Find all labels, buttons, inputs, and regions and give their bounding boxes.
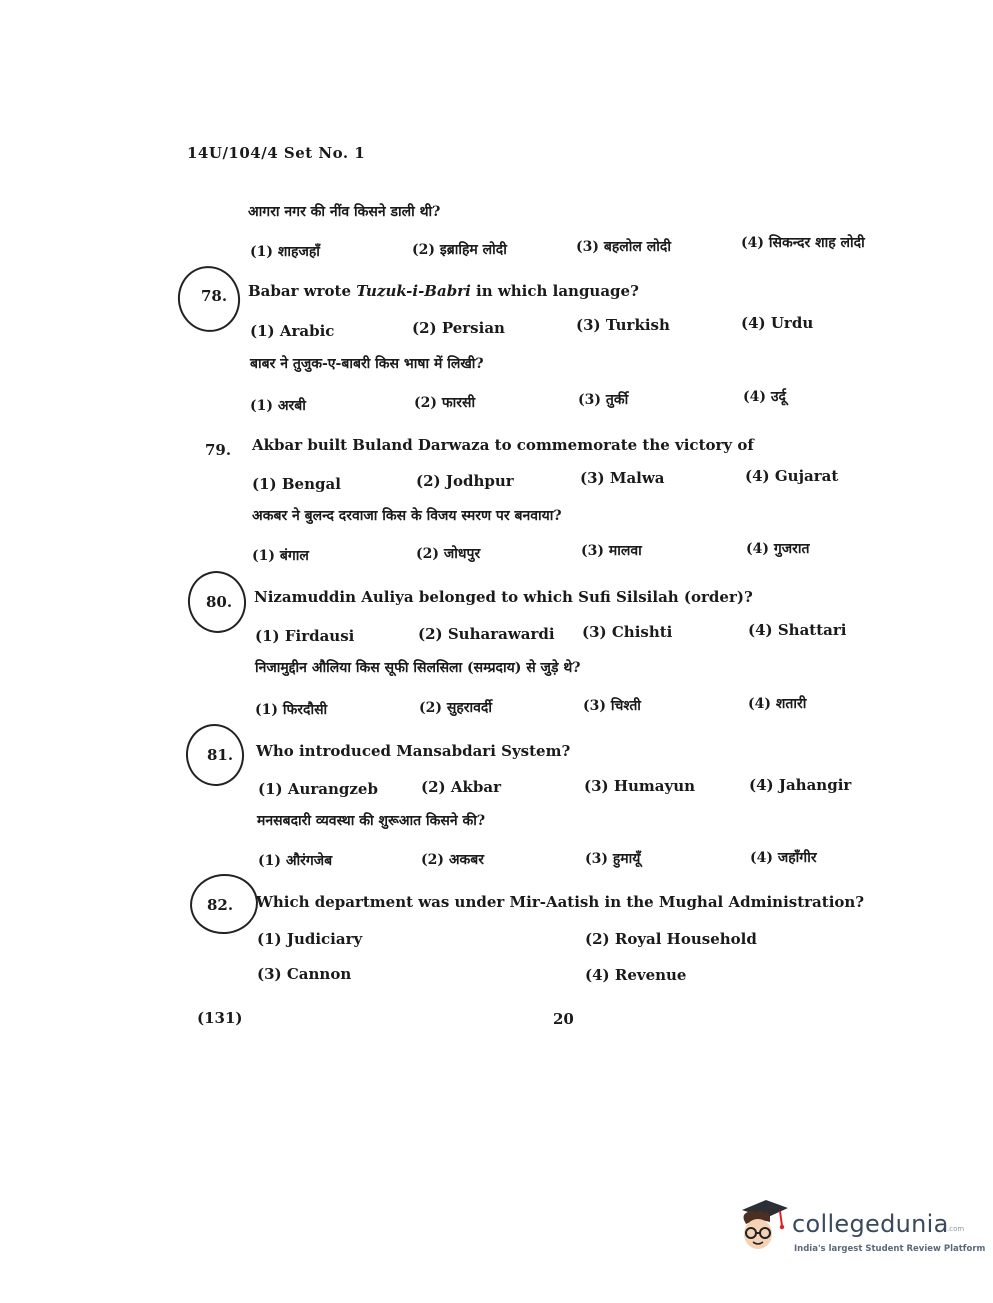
q82-option-3: (3) Cannon xyxy=(257,965,352,983)
set-label: 14U/104/4 Set No. 1 xyxy=(187,144,366,162)
q81-hindi-option-3: (3) हुमायूँ xyxy=(585,851,641,867)
page-number: 20 xyxy=(553,1010,574,1028)
q78-option-4: (4) Urdu xyxy=(741,314,814,332)
watermark-brand: collegedunia xyxy=(792,1210,949,1238)
q82-stem: Which department was under Mir-Aatish in the Mughal Administration? xyxy=(256,893,865,911)
q81-number: 81. xyxy=(207,746,234,764)
q82-option-2: (2) Royal Household xyxy=(585,930,757,948)
q80-hindi-option-4: (4) शतारी xyxy=(748,696,807,712)
q81-hindi-option-1: (1) औरंगजेब xyxy=(258,853,333,869)
q81-stem: Who introduced Mansabdari System? xyxy=(256,742,571,760)
prev-hindi-stem: आगरा नगर की नींव किसने डाली थी? xyxy=(248,204,441,220)
prev-hindi-option-1: (1) शाहजहाँ xyxy=(250,244,320,260)
q80-number: 80. xyxy=(206,593,233,611)
watermark-tagline: India's largest Student Review Platform xyxy=(794,1244,986,1254)
q80-option-2: (2) Suharawardi xyxy=(418,625,555,643)
q80-hindi-option-1: (1) फिरदौसी xyxy=(255,702,328,718)
q79-hindi-option-2: (2) जोधपुर xyxy=(416,546,481,562)
q81-hindi-option-4: (4) जहाँगीर xyxy=(750,850,817,866)
q78-number: 78. xyxy=(201,287,228,305)
q78-option-2: (2) Persian xyxy=(412,319,505,337)
q79-hindi-option-1: (1) बंगाल xyxy=(252,548,309,564)
q79-stem: Akbar built Buland Darwaza to commemorate the victory of xyxy=(252,436,754,454)
q80-hindi-stem: निजामुद्दीन औलिया किस सूफी सिलसिला (सम्प्रदाय) से जुड़े थे? xyxy=(255,660,581,676)
prev-hindi-option-4: (4) सिकन्दर शाह लोदी xyxy=(741,235,865,251)
q81-option-1: (1) Aurangzeb xyxy=(258,780,378,798)
collegedunia-mascot-icon xyxy=(736,1196,790,1254)
q81-option-4: (4) Jahangir xyxy=(749,776,852,794)
q80-option-3: (3) Chishti xyxy=(582,623,673,641)
footer-code: (131) xyxy=(197,1009,243,1027)
q80-hindi-option-3: (3) चिश्ती xyxy=(583,698,641,714)
q81-option-3: (3) Humayun xyxy=(584,777,696,795)
q79-hindi-option-3: (3) मालवा xyxy=(581,543,642,559)
q79-number: 79. xyxy=(205,441,232,459)
q79-option-3: (3) Malwa xyxy=(580,469,665,487)
q78-stem xyxy=(248,282,639,300)
watermark-suffix: .com xyxy=(947,1225,965,1233)
q78-hindi-option-1: (1) अरबी xyxy=(250,398,306,414)
q82-number: 82. xyxy=(207,896,234,914)
q81-hindi-option-2: (2) अकबर xyxy=(421,852,485,868)
q80-stem: Nizamuddin Auliya belonged to which Sufi Silsilah (order)? xyxy=(254,588,753,606)
q81-hindi-stem: मनसबदारी व्यवस्था की शुरूआत किसने की? xyxy=(257,813,486,829)
q78-hindi-stem: बाबर ने तुजुक-ए-बाबरी किस भाषा में लिखी? xyxy=(250,356,484,372)
q79-hindi-option-4: (4) गुजरात xyxy=(746,541,810,557)
q78-stem-after: in which language? xyxy=(470,282,639,300)
q81-option-2: (2) Akbar xyxy=(421,778,501,796)
q79-option-4: (4) Gujarat xyxy=(745,467,839,485)
q79-option-2: (2) Jodhpur xyxy=(416,472,514,490)
prev-hindi-option-3: (3) बहलोल लोदी xyxy=(576,239,671,255)
q78-stem-italic: Tuzuk-i-Babri xyxy=(356,282,471,300)
q79-option-1: (1) Bengal xyxy=(252,475,341,493)
q78-stem-before: Babar wrote xyxy=(248,282,357,300)
q80-option-1: (1) Firdausi xyxy=(255,627,355,645)
q79-hindi-stem: अकबर ने बुलन्द दरवाजा किस के विजय स्मरण पर बनवाया? xyxy=(252,508,562,524)
q78-hindi-option-2: (2) फारसी xyxy=(414,395,476,411)
q80-hindi-option-2: (2) सुहरावर्दी xyxy=(419,700,492,716)
q78-hindi-option-3: (3) तुर्की xyxy=(578,392,629,408)
q82-option-4: (4) Revenue xyxy=(585,966,687,984)
prev-hindi-option-2: (2) इब्राहिम लोदी xyxy=(412,242,507,258)
q78-option-3: (3) Turkish xyxy=(576,316,670,334)
q80-option-4: (4) Shattari xyxy=(748,621,847,639)
q78-option-1: (1) Arabic xyxy=(250,322,335,340)
q82-option-1: (1) Judiciary xyxy=(257,930,363,948)
q78-hindi-option-4: (4) उर्दू xyxy=(743,389,786,405)
